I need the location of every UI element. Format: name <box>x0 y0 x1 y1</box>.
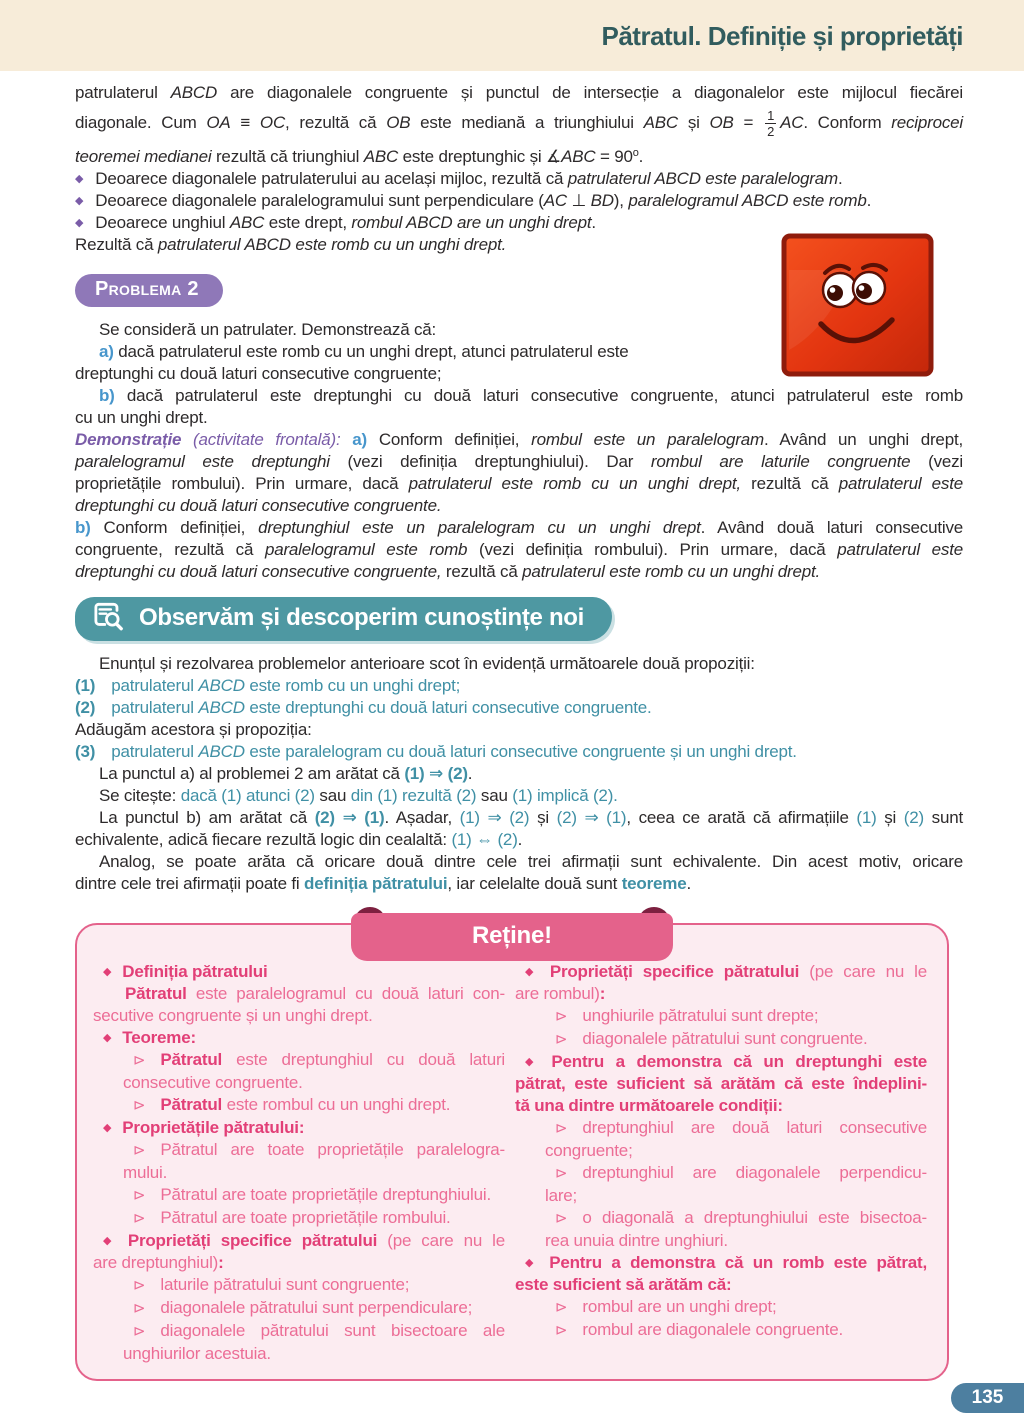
section-banner-title: Observăm și descoperim cunoștințe noi <box>139 603 585 631</box>
problem-line: a) dacă patrulaterul este romb cu un unghi drept, atunci patrulaterul este <box>99 342 629 361</box>
problem-line: dreptunghi cu două laturi consecutive congruente; <box>75 364 442 383</box>
remember-item: ⊳ unghiurile pătratului sunt drepte; <box>555 1006 819 1025</box>
remember-item: ⊳ Pătratul este dreptunghiul cu două laturi <box>133 1050 505 1069</box>
proof-line: b) Conform definiției, dreptunghiul este un paralelogram cu un unghi drept. Având două laturi consecutive <box>75 518 963 537</box>
remember-item: ◆ Teoreme: <box>103 1028 196 1047</box>
observations <box>75 653 963 895</box>
remember-item: congruente; <box>545 1141 633 1160</box>
observation-line: dintre cele trei afirmații poate fi definiția pătratului, iar celelalte două sunt teoreme. <box>75 874 691 893</box>
remember-item: ⊳ rombul are diagonalele congruente. <box>555 1320 844 1339</box>
observation-line: Analog, se poate arăta că oricare două dintre cele trei afirmații sunt echivalente. Din acest motiv, oricare <box>99 852 963 871</box>
remember-item: ⊳ Pătratul este rombul cu un unghi drept. <box>133 1095 451 1114</box>
remember-ribbon <box>351 907 673 963</box>
bullet-item: Rezultă că patrulaterul ABCD este romb cu un unghi drept. <box>75 235 507 254</box>
remember-item: ⊳ dreptunghiul are diagonalele perpendicu- <box>555 1163 927 1182</box>
proof-section <box>75 429 963 583</box>
remember-item: mului. <box>123 1163 168 1182</box>
proof-line: dreptunghi cu două laturi consecutive congruente, rezultă că patrulaterul este romb cu un unghi drept. <box>75 562 821 581</box>
remember-item: ◆ Pentru a demonstra că un romb este pătrat, <box>525 1253 927 1272</box>
proof-line: proprietățile rombului). Prin urmare, dacă patrulaterul este romb cu un unghi drept, rezultă că patrulaterul este <box>75 474 963 493</box>
remember-box <box>75 923 949 1381</box>
observation-line: Enunțul și rezolvarea problemelor anterioare scot în evidență următoarele două propoziții: <box>99 654 755 673</box>
remember-item: ⊳ diagonalele pătratului sunt congruente. <box>555 1029 868 1048</box>
proof-line: dreptunghi cu două laturi consecutive congruente. <box>75 496 442 515</box>
observation-line: (2) patrulaterul ABCD este dreptunghi cu două laturi consecutive congruente. <box>75 698 652 717</box>
remember-item: consecutive congruente. <box>123 1073 303 1092</box>
remember-item: ◆ Pentru a demonstra că un dreptunghi este <box>525 1052 927 1071</box>
remember-item: ◆ Proprietățile pătratului: <box>103 1118 305 1137</box>
page-header <box>0 0 1024 71</box>
remember-item: ⊳ diagonalele pătratului sunt perpendiculare; <box>133 1298 473 1317</box>
remember-item: ⊳ rombul are un unghi drept; <box>555 1297 777 1316</box>
remember-item: lare; <box>545 1186 578 1205</box>
problem-line: cu un unghi drept. <box>75 408 208 427</box>
observation-line: (3) patrulaterul ABCD este paralelogram cu două laturi consecutive congruente și un unghi drept. <box>75 742 797 761</box>
remember-item: ◆ Proprietăți specifice pătratului (pe care nu le <box>103 1231 505 1250</box>
intro-line: teoremei medianei rezultă că triunghiul ABC este dreptunghic și ∡ABC = $90^o$. <box>75 147 644 166</box>
proof-line: congruente, rezultă că paralelogramul este romb (vezi definiția rombului). Prin urmare, dacă patrulaterul este <box>75 540 963 559</box>
book-search-icon <box>93 601 125 637</box>
red-square-mascot <box>780 232 935 378</box>
remember-item: ⊳ Pătratul are toate proprietățile dreptunghiului. <box>133 1185 491 1204</box>
proof-line: Demonstrație (activitate frontală): a) Conform definiției, rombul este un paralelogram. Având un unghi drept, <box>75 430 963 449</box>
observation-line: La punctul b) am arătat că (2) ⇒ (1). Așadar, (1) ⇒ (2) și (2) ⇒ (1), ceea ce arată că afirmațiile (1) și (2) sunt <box>99 808 963 827</box>
remember-item: Pătratul este paralelogramul cu două laturi con- <box>125 984 505 1003</box>
remember-item: ⊳ laturile pătratului sunt congruente; <box>133 1275 410 1294</box>
remember-left-column <box>93 961 505 1365</box>
observation-line: La punctul a) al problemei 2 am arătat că (1) ⇒ (2). <box>99 764 473 783</box>
remember-right-column <box>515 961 927 1365</box>
intro-paragraph <box>75 82 963 168</box>
problem-line: b) dacă patrulaterul este dreptunghi cu două laturi consecutive congruente, atunci patrulaterul este romb <box>99 386 963 405</box>
problem-badge: Problema 2 <box>75 274 223 307</box>
intro-line: diagonale. Cum OA ≡ OC, rezultă că OB este mediană a triunghiului ABC și OB = $\frac{1}{2}$ AC. Conform reciprocei <box>75 108 963 140</box>
bullet-item: ◆ Deoarece diagonalele patrulaterului au același mijloc, rezultă că patrulaterul ABCD este paralelogram. <box>75 169 843 188</box>
chapter-title: Pătratul. Definiție și proprietăți <box>601 21 963 51</box>
fraction: $\frac{1}{2}$ <box>767 108 775 140</box>
proof-line: paralelogramul este dreptunghi (vezi definiția dreptunghiului). Dar rombul are laturile congruente (vezi <box>75 452 963 471</box>
observation-line: Adăugăm acestora și propoziția: <box>75 720 312 739</box>
section-banner <box>75 597 612 641</box>
remember-item: unghiurilor acestuia. <box>123 1344 271 1363</box>
remember-title: Reține! <box>351 913 673 961</box>
remember-item: ⊳ dreptunghiul are două laturi consecutive <box>555 1118 927 1137</box>
remember-item: ⊳ Pătratul are toate proprietățile rombului. <box>133 1208 451 1227</box>
observation-line: Se citește: dacă (1) atunci (2) sau din (1) rezultă (2) sau (1) implică (2). <box>99 786 618 805</box>
observation-line: echivalente, adică fiecare rezultă logic din cealaltă: (1) ⇔ (2). <box>75 830 523 849</box>
remember-item: ⊳ diagonalele pătratului sunt bisectoare ale <box>133 1321 505 1340</box>
remember-item: ◆ Definiția pătratului <box>103 962 268 981</box>
bullet-item: ◆ Deoarece diagonalele paralelogramului sunt perpendiculare (AC ⊥ BD), paralelogramul ABCD este romb. <box>75 191 872 210</box>
remember-item: rea unuia dintre unghiuri. <box>545 1231 728 1250</box>
bullet-item: ◆ Deoarece unghiul ABC este drept, rombul ABCD are un unghi drept. <box>75 213 596 232</box>
remember-item: pătrat, este suficient să arătăm că este îndeplini- <box>515 1074 927 1093</box>
remember-item: are dreptunghiul): <box>93 1253 224 1272</box>
page-number-badge: 135 <box>951 1383 1024 1413</box>
remember-item: ◆ Proprietăți specifice pătratului (pe care nu le <box>525 962 927 981</box>
remember-columns <box>93 961 933 1365</box>
remember-item: ⊳ o diagonală a dreptunghiului este bisectoa- <box>555 1208 927 1227</box>
remember-item: ⊳ Pătratul are toate proprietățile paralelogra- <box>133 1140 505 1159</box>
intro-line: patrulaterul ABCD are diagonalele congruente și punctul de intersecție a diagonalelor este mijlocul fiecărei <box>75 83 963 102</box>
remember-item: secutive congruente și un unghi drept. <box>93 1006 373 1025</box>
remember-item: tă una dintre următoarele condiții: <box>515 1096 783 1115</box>
remember-item: are rombul): <box>515 984 606 1003</box>
problem-line: Se consideră un patrulater. Demonstrează că: <box>99 320 437 339</box>
observation-line: (1) patrulaterul ABCD este romb cu un unghi drept; <box>75 676 461 695</box>
remember-item: este suficient să arătăm că: <box>515 1275 732 1294</box>
